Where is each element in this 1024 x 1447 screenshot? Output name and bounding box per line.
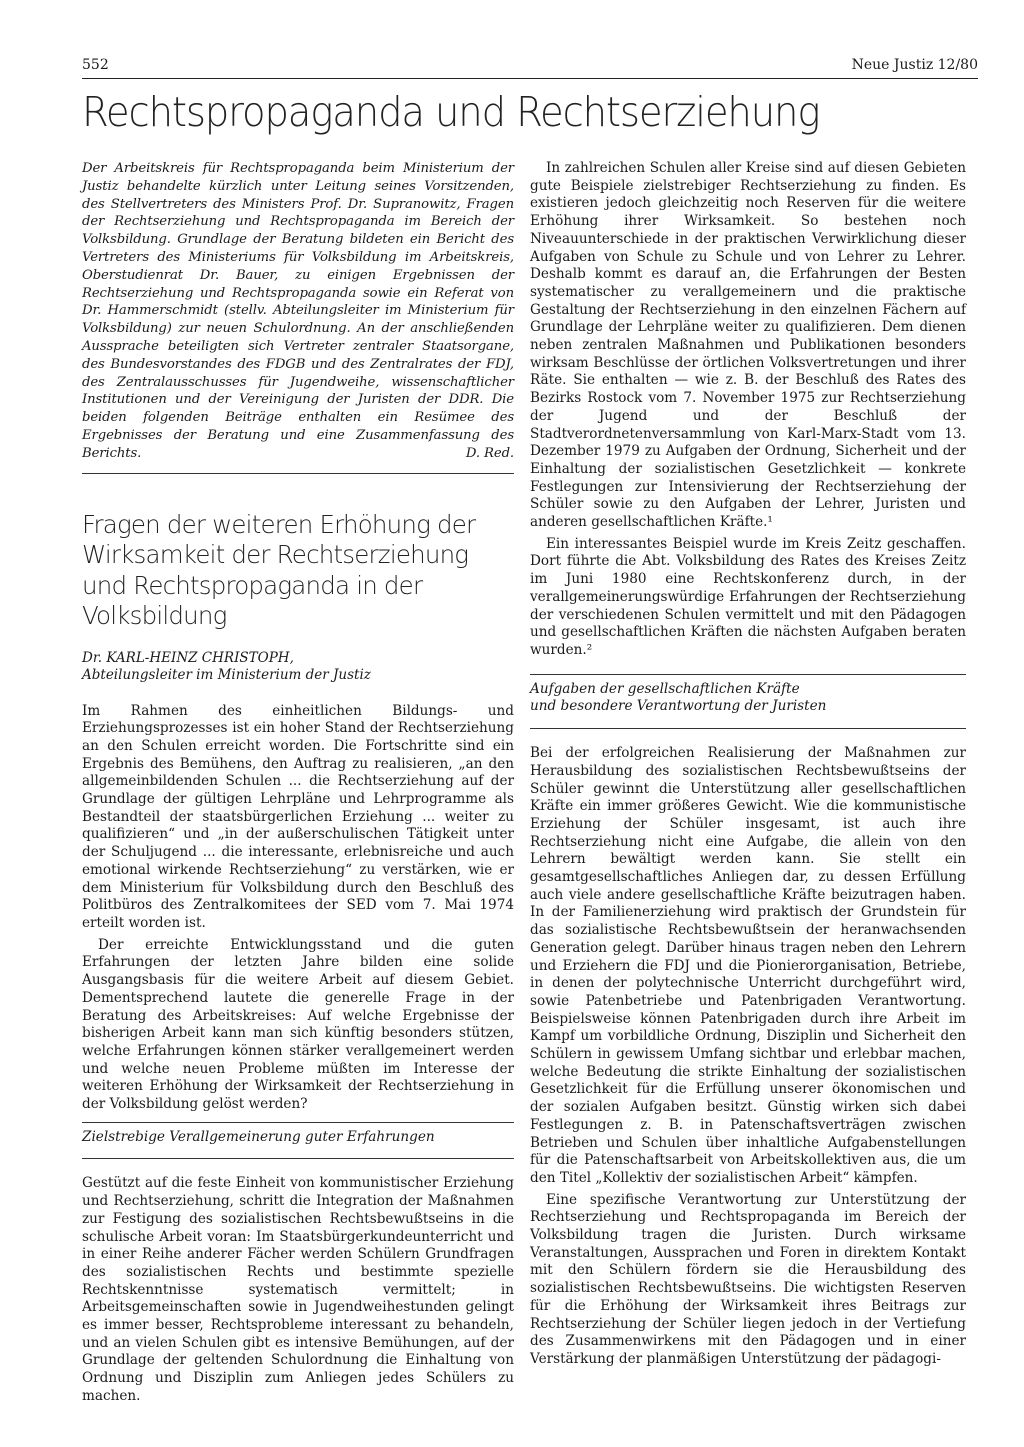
editor-note-text: Der Arbeitskreis für Rechtspropaganda beim Ministerium der Justiz behandelte kürzlich unter Leitung seines Vorsitzenden, des Stellvertreters des Ministers Prof. Dr. Supranowitz, Fragen der Rechtserziehung und Rechtspropaganda im Bereich der Volksbildung. Grundlage der Beratung bildeten ein Bericht des Vertreters des Ministeriums für Volksbildung im Arbeitskreis, Oberstudienrat Dr. Bauer, zu einigen Ergebnissen der Rechtserziehung und Rechtspropaganda sowie ein Referat von Dr. Hammerschmidt (stellv. Abteilungsleiter im Ministerium für Volksbildung) zur neuen Schulordnung. An der anschließenden Aussprache beteiligten sich Vertreter zentraler Staatsorgane, des Bundesvorstandes des FDGB und des Zentralrates der FDJ, des Zentralausschusses für Jugendweihe, wissenschaftlicher Institutionen und der Vereinigung der Juristen der DDR. Die beiden folgenden Beiträge enthalten ein Resümee des Ergebnisses der Beratung und eine Zusammenfassung des Berichts.	[82, 161, 514, 461]
section-rule	[82, 1158, 514, 1159]
paragraph: Eine spezifische Verantwortung zur Unterstützung der Rechtserziehung und Rechtspropaganda im Bereich der Volksbildung tragen die Juristen. Durch wirksame Veranstaltungen, Aussprachen und Foren in direktem Kontakt mit den Schülern fördern sie die Herausbildung des sozialistischen Rechtsbewußtseins. Die wichtigsten Reserven für die Erhöhung der Wirksamkeit ihres Beitrags zur Rechtserziehung der Schüler liegen jedoch in der Vertiefung des Zusammenwirkens mit den Pädagogen und in einer Verstärkung der planmäßigen Unterstützung der pädagogi-	[530, 1191, 966, 1367]
paragraph: In zahlreichen Schulen aller Kreise sind auf diesen Gebieten gute Beispiele zielstrebiger Rechtserziehung zu finden. Es existieren jedoch gleichzeitig noch Reserven für die weitere Erhöhung ihrer Wirksamkeit. So bestehen noch Niveauunterschiede in der praktischen Verwirklichung dieser Aufgaben von Schule zu Schule und von Lehrer zu Lehrer. Deshalb kommt es darauf an, die Erfahrungen der Besten systematischer zu verallgemeinern und die praktische Gestaltung der Rechtserziehung in den einzelnen Fächern auf Grundlage der Lehrpläne weiter zu qualifizieren. Dem dienen neben zentralen Maßnahmen und Publikationen besonders wirksam Beschlüsse der örtlichen Volksvertretungen und ihrer Räte. Sie enthalten — wie z. B. der Beschluß des Rates des Bezirks Rostock vom 7. November 1975 zur Rechtserziehung der Jugend und der Beschluß der Stadtverordnetenversammlung von Karl-Marx-Stadt vom 13. Dezember 1979 zu Aufgaben der Ordnung, Sicherheit und der Einhaltung der sozialistischen Gesetzlichkeit — konkrete Festlegungen zur Intensivierung der Rechtserziehung der Schüler sowie zu den Aufgaben der Lehrer, Juristen und anderen gesellschaftlichen Kräfte.¹	[530, 160, 966, 531]
page-number: 552	[82, 57, 109, 73]
article-title: Fragen der weiteren Erhöhung der Wirksamkeit der Rechtserziehung und Rechtspropaganda in der Volksbildung	[82, 509, 476, 631]
author-name: Dr. KARL-HEINZ CHRISTOPH,	[82, 649, 294, 666]
editor-note	[82, 160, 514, 463]
section-heading-line: Aufgaben der gesellschaftlichen Kräfte	[530, 680, 800, 697]
section-title: Rechtspropaganda und Rechtserziehung	[82, 88, 820, 136]
header-rule	[82, 78, 978, 79]
journal-issue: Neue Justiz 12/80	[851, 57, 978, 73]
right-column	[530, 160, 966, 1369]
left-column	[82, 160, 514, 1406]
section-heading: Zielstrebige Verallgemeinerung guter Erfahrungen	[82, 1128, 435, 1145]
section-heading-line: und besondere Verantwortung der Juristen	[530, 698, 827, 715]
editor-note-rule	[82, 473, 514, 474]
paragraph: Ein interessantes Beispiel wurde im Kreis Zeitz geschaffen. Dort führte die Abt. Volksbildung des Rates des Kreises Zeitz im Juni 1980 eine Rechtskonferenz durch, in der verallgemeinerungswürdige Erfahrungen der Rechtserziehung der verschiedenen Schulen vermittelt und mit den Pädagogen und gesellschaftlichen Kräften die nächsten Aufgaben beraten wurden.²	[530, 535, 966, 658]
paragraph: Der erreichte Entwicklungsstand und die guten Erfahrungen der letzten Jahre bilden eine solide Ausgangsbasis für die weitere Arbeit auf diesem Gebiet. Dementsprechend lautete die generelle Frage in der Beratung des Arbeitskreises: Auf welche Ergebnisse der bisherigen Arbeit kann man sich künftig besonders stützen, welche Erfahrungen können stärker verallgemeinert werden und welche neuen Probleme müßten im Interesse der weiteren Erhöhung der Wirksamkeit der Rechtserziehung in der Volksbildung gelöst werden?	[82, 936, 514, 1113]
section-body	[82, 1175, 514, 1405]
paragraph: Gestützt auf die feste Einheit von kommunistischer Erziehung und Rechtserziehung, schritt die Integration der Maßnahmen zur Festigung des sozialistischen Rechtsbewußtseins in die schulische Arbeit voran: Im Staatsbürgerkundeunterricht und in einer Reihe anderer Fächer werden Schülern Grundfragen des sozialistischen Rechts und bestimmte spezielle Rechtskenntnisse systematisch vermittelt; in Arbeitsgemeinschaften sowie in Jugendweihestunden gelingt es immer besser, Rechtsprobleme interessant zu behandeln, und an vielen Schulen gibt es intensive Bemühungen, auf der Grundlage der geltenden Schulordnung die Einhaltung von Ordnung und Disziplin zum Anliegen jedes Schülers zu machen.	[82, 1175, 514, 1404]
page-header	[82, 57, 978, 77]
section-heading	[530, 675, 966, 728]
editor-signature: D. Red.	[465, 445, 514, 461]
author-role: Abteilungsleiter im Ministerium der Justiz	[82, 667, 371, 684]
byline	[82, 650, 514, 685]
article-continuation	[530, 160, 966, 660]
section-body	[530, 745, 966, 1369]
paragraph: Im Rahmen des einheitlichen Bildungs- und Erziehungsprozesses ist ein hoher Stand der Rechtserziehung an den Schulen erreicht worden. Die Fortschritte sind ein Ergebnis des Bemühens, den Auftrag zu realisieren, „an den allgemeinbildenden Schulen ... die Rechtserziehung auf der Grundlage der gültigen Lehrpläne und Lehrprogramme als Bestandteil der staatsbürgerlichen Erziehung ... weiter zu qualifizieren“ und „in der außerschulischen Tätigkeit unter der Schuljugend ... die interessante, erlebnisreiche und auch emotional wirkende Rechtserziehung“ zu verstärken, wie er dem Ministerium für Volksbildung durch den Beschluß des Politbüros des Zentralkomitees der SED vom 7. Mai 1974 erteilt worden ist.	[82, 702, 514, 931]
article-intro	[82, 703, 514, 1114]
paragraph: Bei der erfolgreichen Realisierung der Maßnahmen zur Herausbildung des sozialistischen Rechtsbewußtseins der Schüler gewinnt die Unterstützung aller gesellschaftlichen Kräfte ein immer größeres Gewicht. Wie die kommunistische Erziehung der Schüler insgesamt, ist auch ihre Rechtserziehung nicht eine Aufgabe, die allein von den Lehrern bewältigt werden kann. Sie stellt ein gesamtgesellschaftliches Anliegen dar, zu dessen Erfüllung auch viele andere gesellschaftliche Kräfte beizutragen haben. In der Familienerziehung wird praktisch der Grundstein für das sozialistische Rechtsbewußtsein der heranwachsenden Generation gelegt. Darüber hinaus tragen neben den Lehrern und Erziehern die FDJ und die Pionierorganisation, Betriebe, in denen der polytechnische Unterricht durchgeführt wird, sowie Patenbetriebe und Patenbrigaden Verantwortung. Beispielsweise können Patenbrigaden durch ihre Arbeit im Kampf um vorbildliche Ordnung, Disziplin und Sicherheit den Schülern in gewissem Umfang sichtbar und erlebbar machen, welche Bedeutung die strikte Einhaltung der sozialistischen Gesetzlichkeit für die Erfüllung unserer ökonomischen und der sozialen Aufgaben besitzt. Günstig wirken sich dabei Festlegungen z. B. in Patenschaftsverträgen zwischen Betrieben und Schulen über inhaltliche Aufgabenstellungen für die Patenschaftsarbeit von Arbeitskollektiven aus, die um den Titel „Kollektiv der sozialistischen Arbeit“ kämpfen.	[530, 745, 966, 1186]
section-rule	[530, 728, 966, 729]
